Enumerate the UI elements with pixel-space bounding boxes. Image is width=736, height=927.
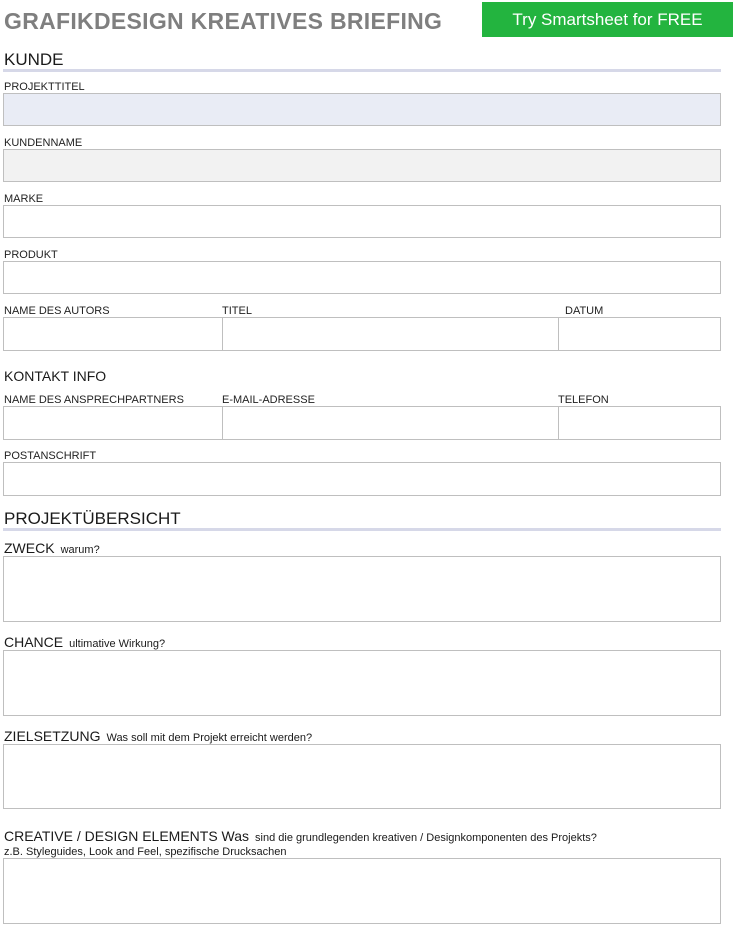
produkt-label: PRODUKT [4, 249, 58, 261]
ansprechpartner-label: NAME DES ANSPRECHPARTNERS [4, 394, 184, 406]
projekttitel-field[interactable] [3, 93, 721, 126]
autor-label: NAME DES AUTORS [4, 305, 110, 317]
page-title: GRAFIKDESIGN KREATIVES BRIEFING [4, 8, 443, 34]
autor-field[interactable] [3, 317, 223, 351]
telefon-label: TELEFON [558, 394, 609, 406]
chance-heading [4, 634, 165, 650]
section-divider [3, 528, 721, 531]
datum-label: DATUM [565, 305, 604, 317]
email-field[interactable] [222, 406, 559, 440]
section-divider [3, 69, 721, 72]
marke-field[interactable] [3, 205, 721, 238]
kontakt-info-title: KONTAKT INFO [4, 368, 107, 384]
ansprechpartner-field[interactable] [3, 406, 223, 440]
section-title-kunde: KUNDE [4, 50, 64, 69]
email-label: E-MAIL-ADRESSE [222, 394, 315, 406]
marke-label: MARKE [4, 193, 44, 205]
titel-label: TITEL [222, 305, 252, 317]
try-smartsheet-button[interactable]: Try Smartsheet for FREE [482, 2, 733, 37]
postanschrift-field[interactable] [3, 462, 721, 496]
produkt-field[interactable] [3, 261, 721, 294]
zweck-heading [4, 540, 100, 556]
creative-subtext: z.B. Styleguides, Look and Feel, spezifische Drucksachen [4, 846, 287, 858]
kundenname-field[interactable] [3, 149, 721, 182]
chance-label: CHANCE [4, 634, 64, 650]
chance-field[interactable] [3, 650, 721, 716]
zielsetzung-field[interactable] [3, 744, 721, 809]
postanschrift-label: POSTANSCHRIFT [4, 450, 97, 462]
zweck-label: ZWECK [4, 540, 55, 556]
creative-label: CREATIVE / DESIGN ELEMENTS Was [4, 828, 250, 844]
zielsetzung-heading [4, 728, 312, 744]
zielsetzung-hint: Was soll mit dem Projekt erreicht werden? [106, 732, 313, 744]
section-title-projektuebersicht: PROJEKTÜBERSICHT [4, 509, 181, 528]
titel-field[interactable] [222, 317, 559, 351]
creative-hint: sind die grundlegenden kreativen / Designkomponenten des Projekts? [255, 832, 597, 844]
zielsetzung-label: ZIELSETZUNG [4, 728, 101, 744]
zweck-field[interactable] [3, 556, 721, 622]
creative-field[interactable] [3, 858, 721, 924]
creative-heading [4, 828, 597, 844]
kundenname-label: KUNDENNAME [4, 137, 83, 149]
zweck-hint: warum? [60, 544, 100, 556]
projekttitel-label: PROJEKTTITEL [4, 81, 85, 93]
datum-field[interactable] [558, 317, 721, 351]
telefon-field[interactable] [558, 406, 721, 440]
chance-hint: ultimative Wirkung? [69, 638, 166, 650]
